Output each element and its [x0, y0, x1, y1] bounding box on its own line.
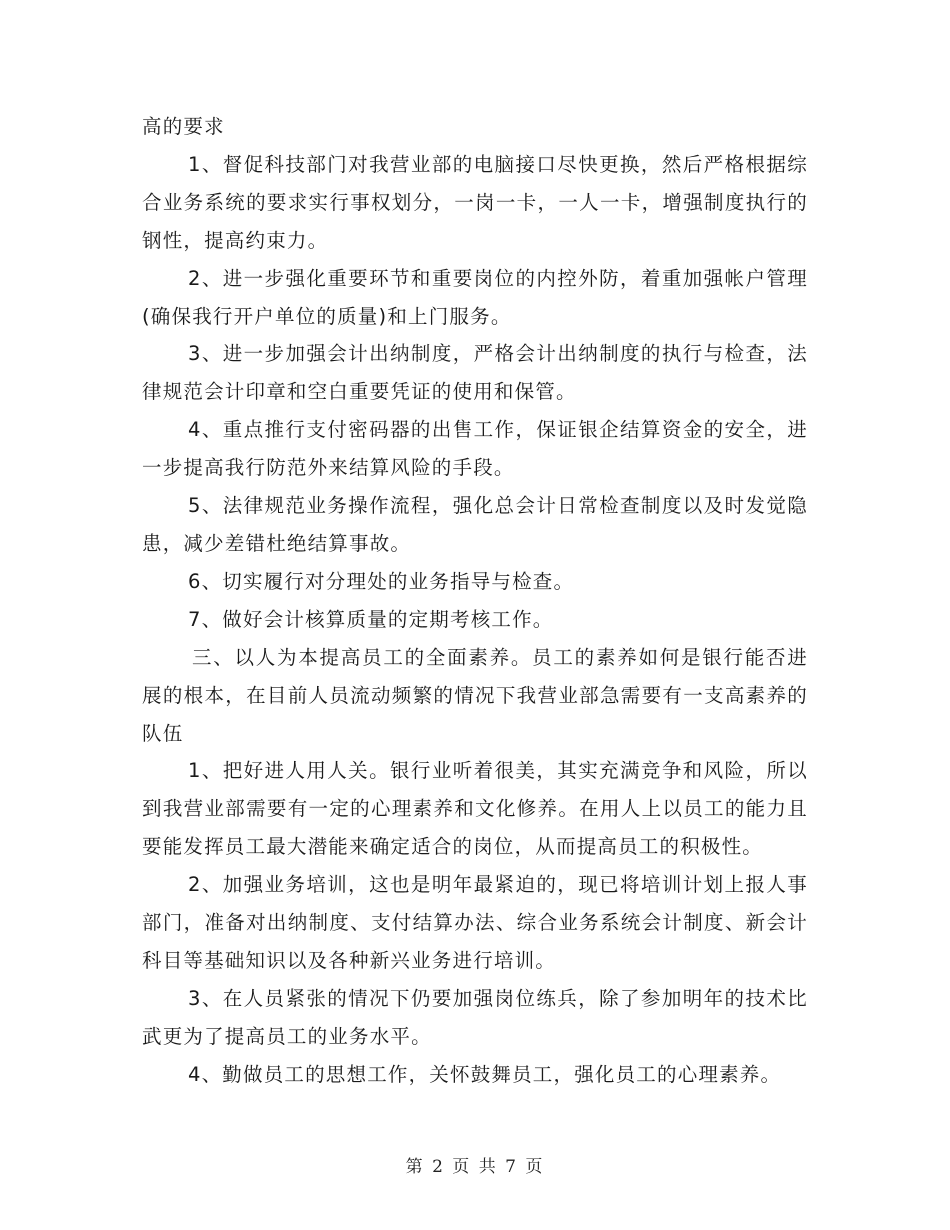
page-label-mid: 页 共	[452, 1157, 498, 1177]
paragraph-staff-item-1: 1、把好进人用人关。银行业听着很美，其实充满竞争和风险，所以到我营业部需要有一定的心理素养和文化修养。在用人上以员工的能力且要能发挥员工最大潜能来确定适合的岗位，从而提高员工的积极性。	[142, 759, 808, 859]
paragraph-item-4: 4、重点推行支付密码器的出售工作，保证银企结算资金的安全，进一步提高我行防范外来结算风险的手段。	[142, 418, 808, 480]
total-pages-number: 7	[505, 1157, 518, 1177]
page-label-prefix: 第	[405, 1157, 425, 1177]
current-page-number: 2	[432, 1157, 445, 1177]
paragraph-staff-item-4: 4、勤做员工的思想工作，关怀鼓舞员工，强化员工的心理素养。	[188, 1062, 782, 1086]
paragraph-item-2: 2、进一步强化重要环节和重要岗位的内控外防，着重加强帐户管理(确保我行开户单位的质量)和上门服务。	[142, 266, 808, 328]
paragraph-item-1: 1、督促科技部门对我营业部的电脑接口尽快更换，然后严格根据综合业务系统的要求实行事权划分，一岗一卡，一人一卡，增强制度执行的钢性，提高约束力。	[142, 152, 808, 252]
paragraph-staff-item-3: 3、在人员紧张的情况下仍要加强岗位练兵，除了参加明年的技术比武更为了提高员工的业务水平。	[142, 986, 808, 1048]
section-heading-three: 三、以人为本提高员工的全面素养。员工的素养如何是银行能否进展的根本，在目前人员流动频繁的情况下我营业部急需要有一支高素养的队伍	[142, 645, 808, 745]
paragraph-staff-item-2: 2、加强业务培训，这也是明年最紧迫的，现已将培训计划上报人事部门，准备对出纳制度、支付结算办法、综合业务系统会计制度、新会计科目等基础知识以及各种新兴业务进行培训。	[142, 873, 808, 972]
paragraph-item-3: 3、进一步加强会计出纳制度，严格会计出纳制度的执行与检查，法律规范会计印章和空白重要凭证的使用和保管。	[142, 342, 808, 404]
document-body	[142, 108, 808, 1094]
page-footer	[0, 1152, 950, 1177]
paragraph-continuation: 高的要求	[142, 115, 225, 138]
paragraph-item-5: 5、法律规范业务操作流程，强化总会计日常检查制度以及时发觉隐患，减少差错杜绝结算事故。	[142, 494, 808, 555]
page-label-suffix: 页	[525, 1157, 545, 1177]
paragraph-item-6: 6、切实履行对分理处的业务指导与检查。	[188, 569, 575, 593]
paragraph-item-7: 7、做好会计核算质量的定期考核工作。	[188, 607, 554, 631]
